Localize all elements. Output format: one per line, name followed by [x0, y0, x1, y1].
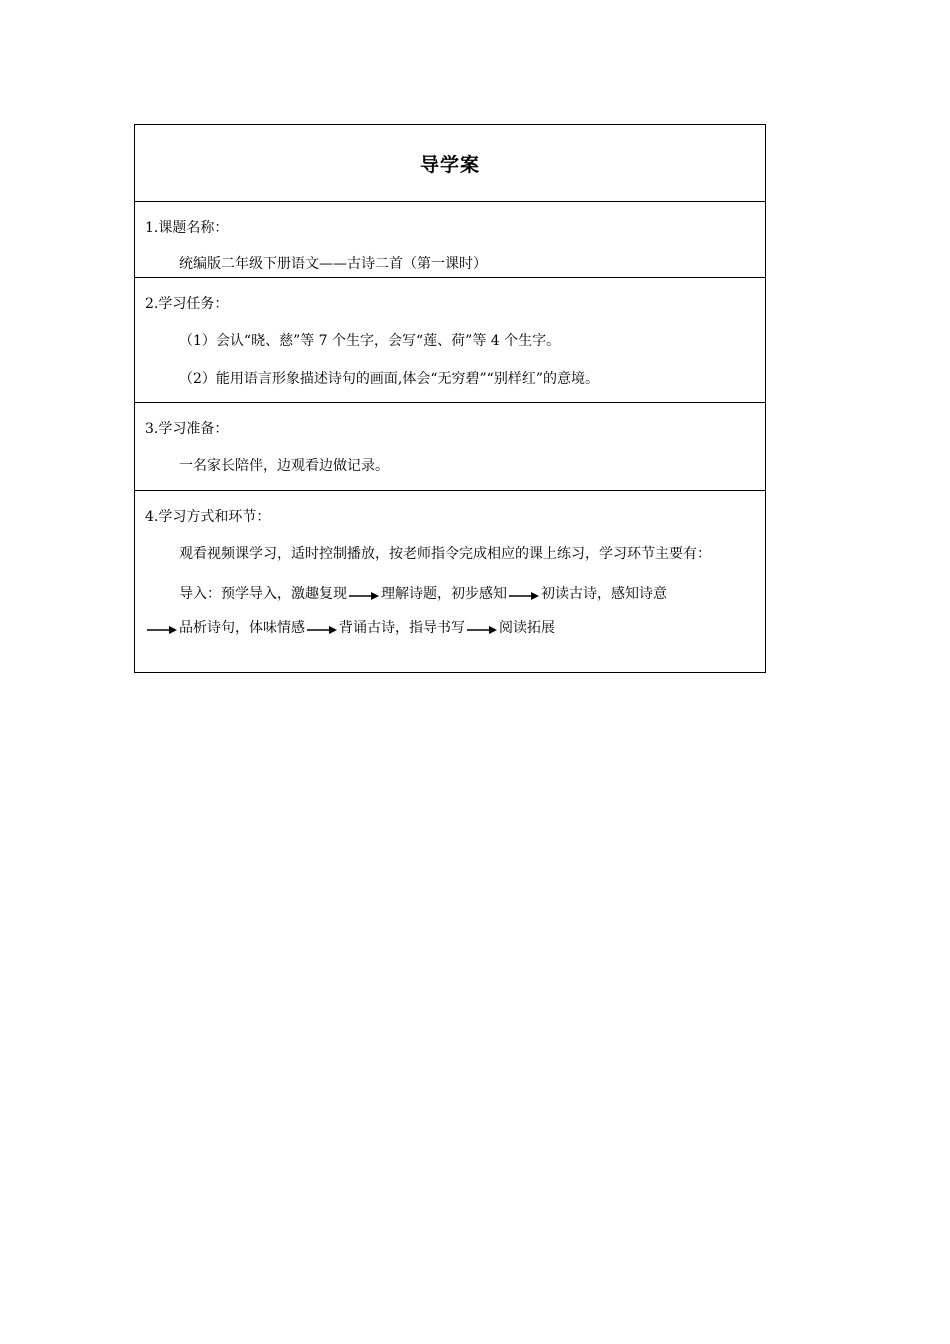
guide-table [134, 124, 766, 673]
flow-step: 阅读拓展 [499, 620, 555, 636]
section-heading: 3.学习准备： [145, 421, 229, 437]
flow-step: 背诵古诗，指导书写 [339, 620, 465, 636]
arrow-icon [349, 590, 379, 602]
arrow-icon [509, 590, 539, 602]
flow-steps [145, 577, 755, 645]
section-heading: 2.学习任务： [145, 296, 229, 312]
section-method [135, 490, 765, 672]
flow-step: 理解诗题，初步感知 [381, 586, 507, 602]
flow-step: 品析诗句，体味情感 [179, 620, 305, 636]
topic-text: 统编版二年级下册语文——古诗二首（第一课时） [179, 256, 487, 272]
section-prep [135, 402, 765, 490]
section-tasks [135, 277, 765, 402]
section-heading: 1.课题名称： [145, 220, 229, 236]
title-row [135, 125, 765, 201]
arrow-icon [467, 624, 497, 636]
arrow-icon [147, 624, 177, 636]
flow-intro: 导入：预学导入，激趣复现 [179, 586, 347, 602]
arrow-icon [307, 624, 337, 636]
task-item: （2）能用语言形象描述诗句的画面,体会“无穷碧”“别样红”的意境。 [179, 371, 599, 387]
prep-text: 一名家长陪伴，边观看边做记录。 [179, 458, 389, 474]
section-heading: 4.学习方式和环节： [145, 509, 271, 525]
page-title: 导学案 [419, 153, 480, 176]
flow-step: 初读古诗，感知诗意 [541, 586, 667, 602]
method-paragraph: 观看视频课学习，适时控制播放，按老师指令完成相应的课上练习，学习环节主要有： [179, 546, 711, 562]
task-item: （1）会认“晓、慈”等 7 个生字，会写“莲、荷”等 4 个生字。 [179, 333, 561, 349]
section-topic [135, 201, 765, 277]
